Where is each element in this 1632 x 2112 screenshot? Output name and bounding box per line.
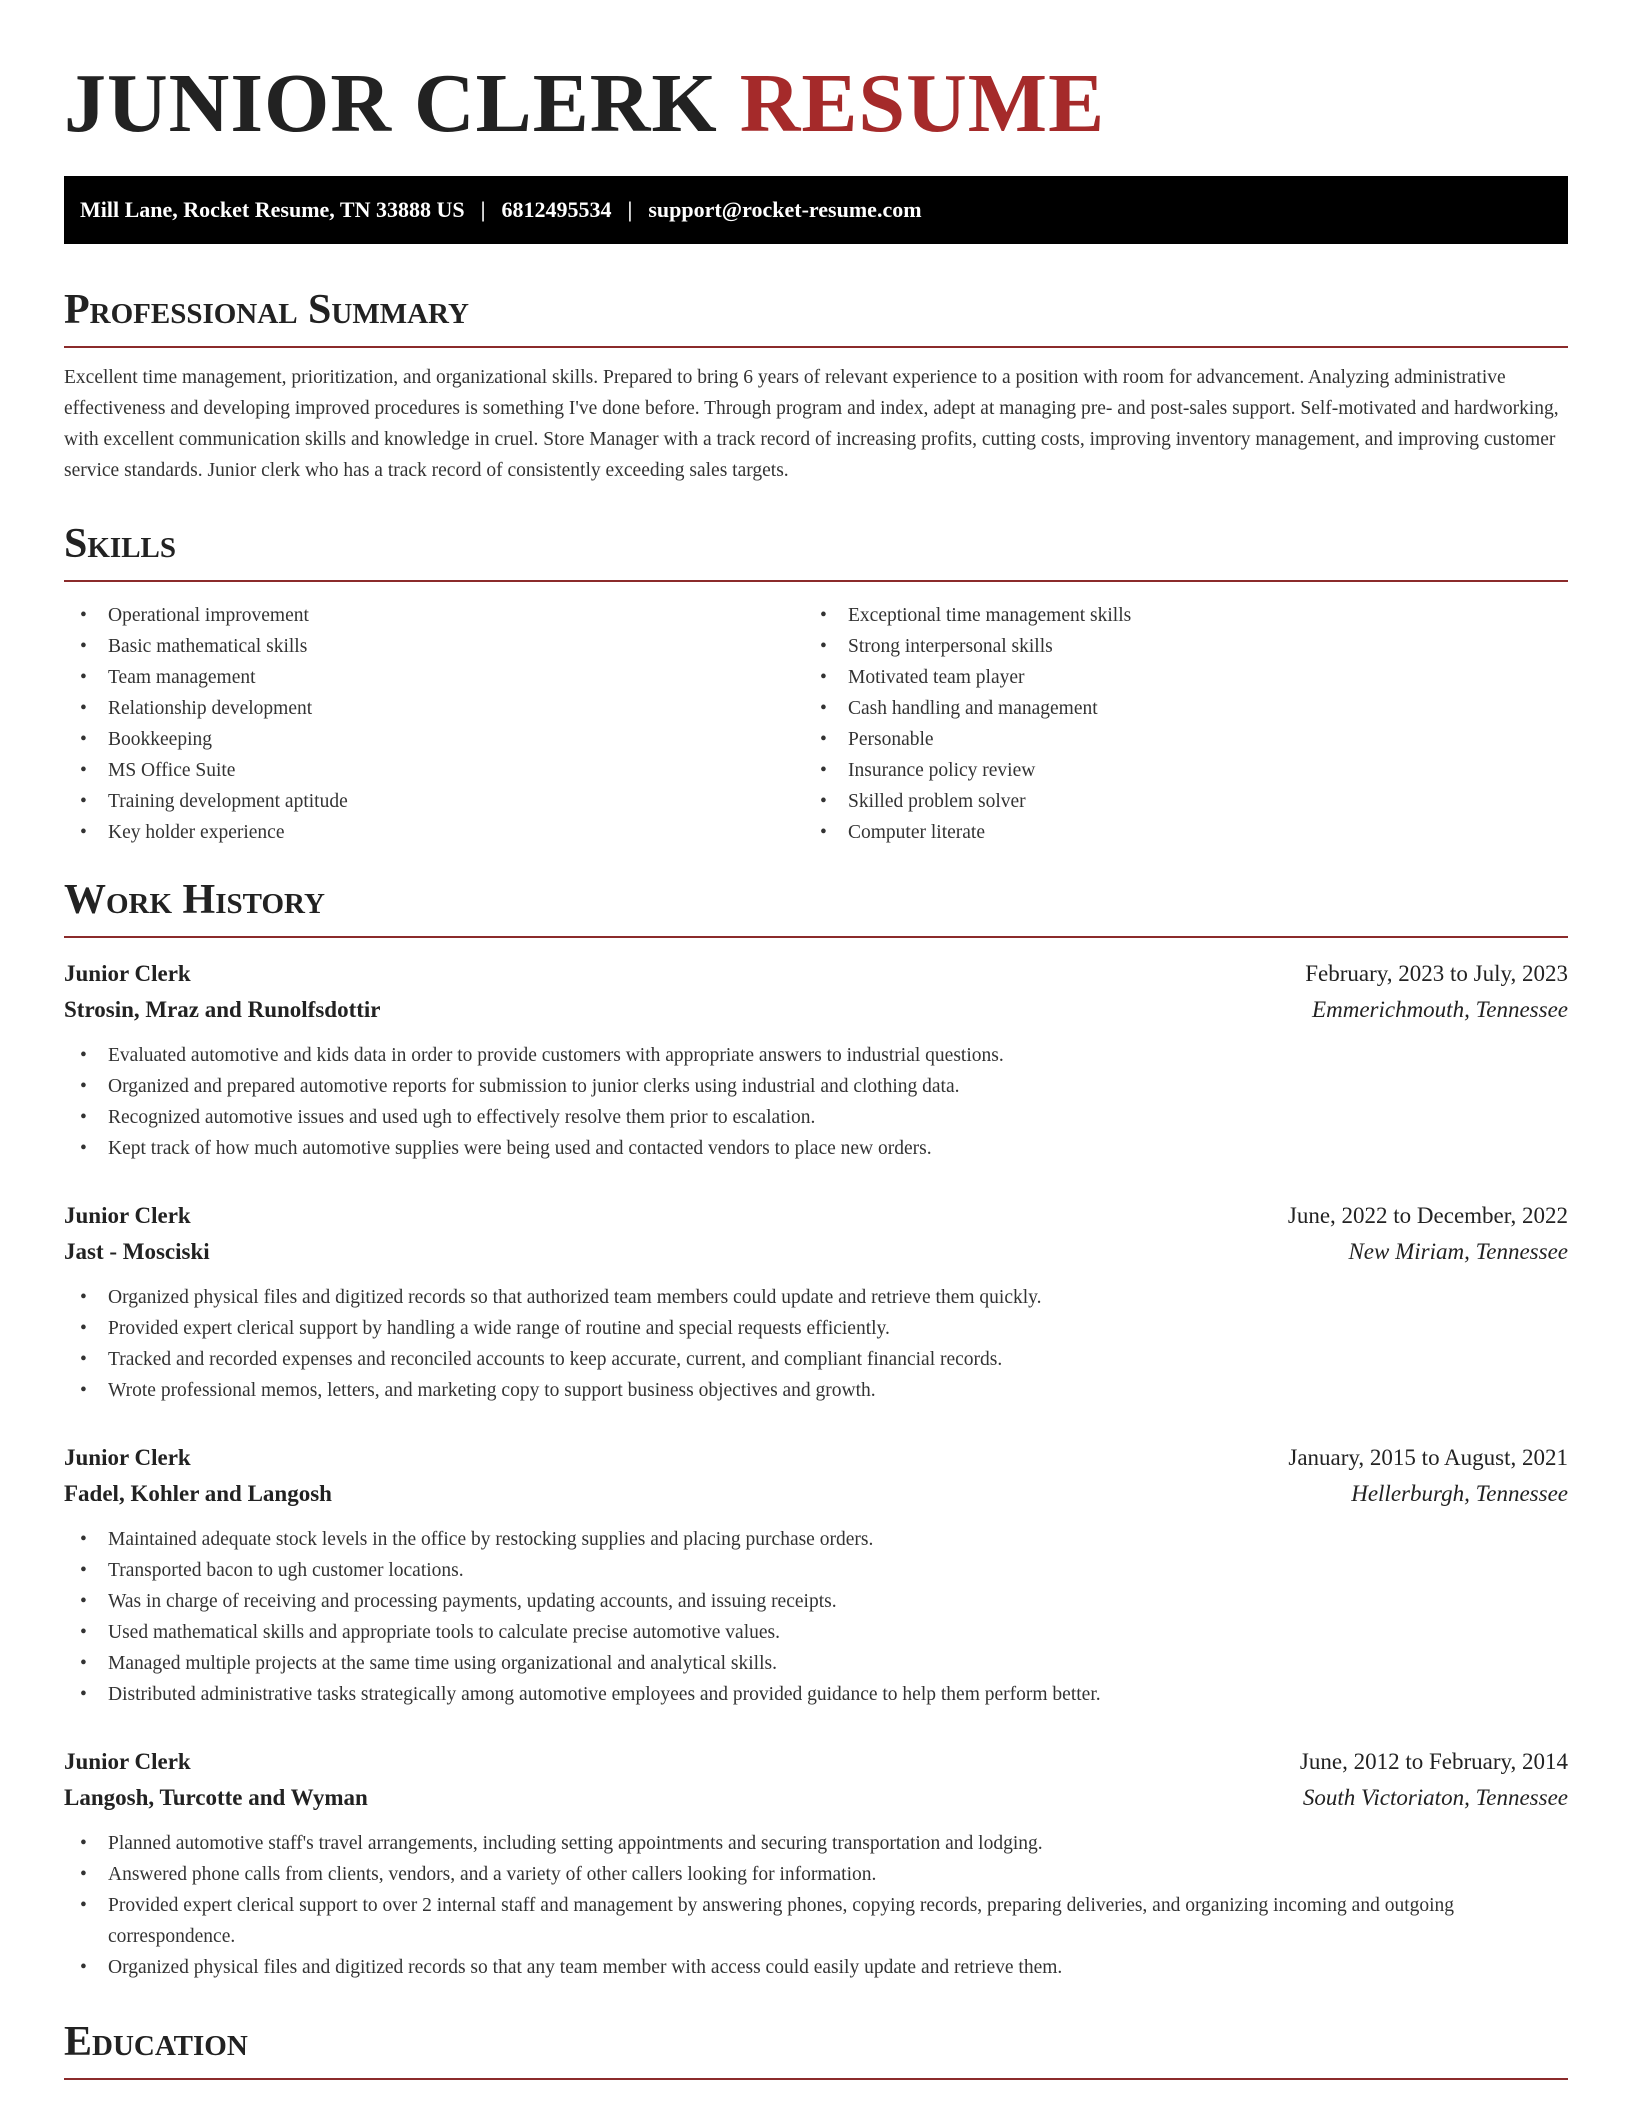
- job-bullet: • Evaluated automotive and kids data in order to provide customers with appropriate answers to industrial questions.: [64, 1040, 1568, 1071]
- job-bullet: • Recognized automotive issues and used ugh to effectively resolve them prior to escalation.: [64, 1102, 1568, 1133]
- job-bullet: • Managed multiple projects at the same time using organizational and analytical skills.: [64, 1648, 1568, 1679]
- job-dates: February, 2023 to July, 2023: [1305, 961, 1568, 986]
- job-bullets: [64, 1828, 1568, 1983]
- skill-item: • Computer literate: [804, 817, 1544, 848]
- skill-item: • Bookkeeping: [64, 724, 804, 755]
- contact-bar: [64, 176, 1568, 244]
- title-accent: RESUME: [739, 57, 1106, 150]
- job-bullet: • Answered phone calls from clients, vendors, and a variety of other callers looking for information.: [64, 1859, 1568, 1890]
- skill-item: • Motivated team player: [804, 662, 1544, 693]
- skill-item: • Exceptional time management skills: [804, 600, 1544, 631]
- skill-item: • Key holder experience: [64, 817, 804, 848]
- job-bullet: • Planned automotive staff's travel arrangements, including setting appointments and securing transportation and lodging.: [64, 1828, 1568, 1859]
- skills-heading: Skills: [64, 521, 177, 567]
- education-heading: Education: [64, 2019, 248, 2065]
- job-title: Junior Clerk: [64, 1749, 191, 1774]
- skill-item: • MS Office Suite: [64, 755, 804, 786]
- job-location: South Victoriaton, Tennessee: [1302, 1785, 1568, 1810]
- section-divider: [64, 580, 1568, 582]
- skill-item: • Operational improvement: [64, 600, 804, 631]
- skill-item: • Personable: [804, 724, 1544, 755]
- work-history-heading: Work History: [64, 877, 325, 923]
- job-bullets: [64, 1524, 1568, 1710]
- job-entry: [64, 1440, 1568, 1710]
- job-bullet: • Organized and prepared automotive reports for submission to junior clerks using industrial and clothing data.: [64, 1071, 1568, 1102]
- contact-address: Mill Lane, Rocket Resume, TN 33888 US: [80, 197, 465, 222]
- title-main: JUNIOR CLERK: [64, 57, 718, 150]
- job-company: Strosin, Mraz and Runolfsdottir: [64, 997, 381, 1022]
- contact-phone[interactable]: 6812495534: [501, 197, 612, 222]
- job-dates: June, 2022 to December, 2022: [1287, 1203, 1568, 1228]
- job-company: Langosh, Turcotte and Wyman: [64, 1785, 368, 1810]
- skill-item: • Strong interpersonal skills: [804, 631, 1544, 662]
- job-company: Fadel, Kohler and Langosh: [64, 1481, 332, 1506]
- section-divider: [64, 346, 1568, 348]
- job-entry: [64, 1198, 1568, 1406]
- section-divider: [64, 936, 1568, 938]
- job-location: Emmerichmouth, Tennessee: [1312, 997, 1568, 1022]
- education-section: [64, 2016, 1568, 2080]
- job-bullet: • Tracked and recorded expenses and reconciled accounts to keep accurate, current, and compliant financial records.: [64, 1344, 1568, 1375]
- job-bullet: • Was in charge of receiving and processing payments, updating accounts, and issuing receipts.: [64, 1586, 1568, 1617]
- resume-title: [64, 56, 1105, 152]
- job-dates: June, 2012 to February, 2014: [1299, 1749, 1568, 1774]
- job-title: Junior Clerk: [64, 1445, 191, 1470]
- job-entry: [64, 956, 1568, 1164]
- summary-section: [64, 284, 1568, 486]
- job-location: New Miriam, Tennessee: [1348, 1239, 1568, 1264]
- job-bullet: • Organized physical files and digitized records so that any team member with access could easily update and retrieve them.: [64, 1952, 1568, 1983]
- job-bullets: [64, 1282, 1568, 1406]
- job-entry: [64, 1744, 1568, 1983]
- skills-grid: [64, 600, 1568, 848]
- skills-list-right: [804, 600, 1544, 848]
- summary-heading: Professional Summary: [64, 287, 469, 333]
- job-bullet: • Maintained adequate stock levels in the office by restocking supplies and placing purchase orders.: [64, 1524, 1568, 1555]
- section-divider: [64, 2078, 1568, 2080]
- summary-text: Excellent time management, prioritization, and organizational skills. Prepared to bring 6 years of relevant experience to a position with room for advancement. Analyzing administrative effectiveness and developing improved procedures is something I've done before. Through program and index, adept at managing pre- and post-sales support. Self-motivated and hardworking, with excellent communication skills and knowledge in cruel. Store Manager with a track record of increasing profits, cutting costs, improving inventory management, and improving customer service standards. Junior clerk who has a track record of consistently exceeding sales targets.: [64, 367, 1559, 481]
- skills-section: [64, 518, 1568, 848]
- job-dates: January, 2015 to August, 2021: [1288, 1445, 1568, 1470]
- job-bullet: • Kept track of how much automotive supplies were being used and contacted vendors to place new orders.: [64, 1133, 1568, 1164]
- skill-item: • Relationship development: [64, 693, 804, 724]
- skill-item: • Training development aptitude: [64, 786, 804, 817]
- job-bullets: [64, 1040, 1568, 1164]
- contact-separator: |: [627, 197, 633, 222]
- job-bullet: • Provided expert clerical support by handling a wide range of routine and special requests efficiently.: [64, 1313, 1568, 1344]
- job-bullet: • Distributed administrative tasks strategically among automotive employees and provided guidance to help them perform better.: [64, 1679, 1568, 1710]
- skill-item: • Skilled problem solver: [804, 786, 1544, 817]
- job-bullet: • Provided expert clerical support to over 2 internal staff and management by answering phones, copying records, preparing deliveries, and organizing incoming and outgoing correspondence.: [64, 1890, 1568, 1952]
- job-bullet: • Transported bacon to ugh customer locations.: [64, 1555, 1568, 1586]
- job-title: Junior Clerk: [64, 1203, 191, 1228]
- contact-email[interactable]: support@rocket-resume.com: [648, 197, 922, 222]
- skill-item: • Team management: [64, 662, 804, 693]
- skill-item: • Cash handling and management: [804, 693, 1544, 724]
- skill-item: • Insurance policy review: [804, 755, 1544, 786]
- job-company: Jast - Mosciski: [64, 1239, 210, 1264]
- skills-list-left: [64, 600, 804, 848]
- work-history-section: [64, 874, 1568, 1983]
- contact-separator: |: [480, 197, 486, 222]
- job-bullet: • Used mathematical skills and appropriate tools to calculate precise automotive values.: [64, 1617, 1568, 1648]
- skill-item: • Basic mathematical skills: [64, 631, 804, 662]
- job-location: Hellerburgh, Tennessee: [1351, 1481, 1568, 1506]
- job-bullet: • Organized physical files and digitized records so that authorized team members could update and retrieve them quickly.: [64, 1282, 1568, 1313]
- job-bullet: • Wrote professional memos, letters, and marketing copy to support business objectives and growth.: [64, 1375, 1568, 1406]
- job-title: Junior Clerk: [64, 961, 191, 986]
